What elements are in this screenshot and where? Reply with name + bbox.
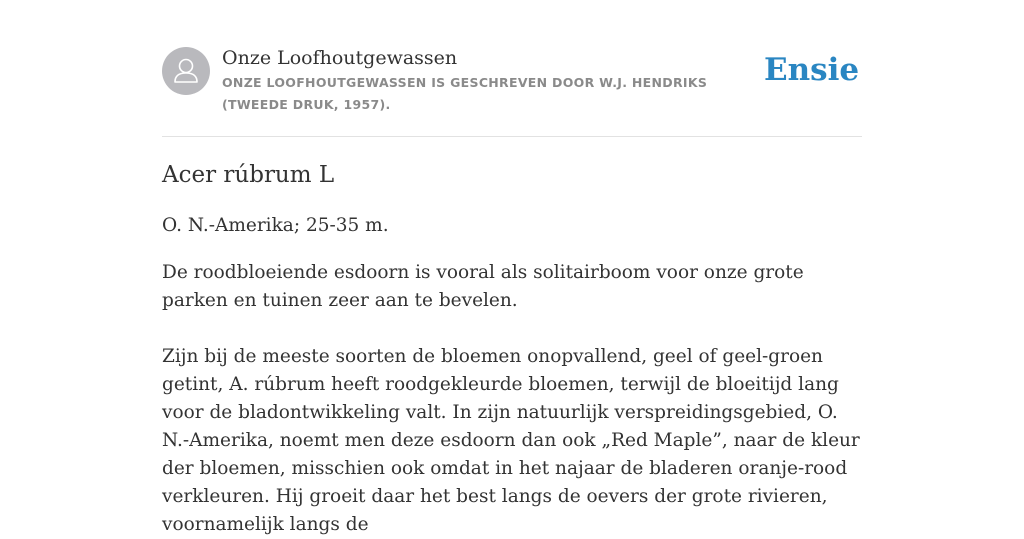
ensie-logo-link[interactable]: Ensie xyxy=(764,52,860,88)
publication-header xyxy=(162,0,862,137)
publication-title[interactable]: Onze Loofhoutgewassen xyxy=(222,47,458,69)
article-paragraph-origin: O. N.-Amerika; 25-35 m. xyxy=(162,215,389,236)
article-paragraph-body: Zijn bij de meeste soorten de bloemen onopvallend, geel of geel-groen getint, A. rúbrum heeft roodgekleurde bloemen, terwijl de bloeitijd lang voor de bladontwikkeling valt. In zijn natuurlijk verspreidingsgebied, O. N.-Amerika, noemt men deze esdoorn dan ook „Red Maple”, naar de kleur der bloemen, misschien ook omdat in het najaar de bladeren oranje-rood verkleuren. Hij groeit daar het best langs de oevers der grote rivieren, voornamelijk langs de xyxy=(162,346,860,535)
publication-description: ONZE LOOFHOUTGEWASSEN IS GESCHREVEN DOOR W.J. HENDRIKS (TWEEDE DRUK, 1957). xyxy=(222,75,708,112)
avatar[interactable] xyxy=(162,47,210,95)
user-placeholder-icon xyxy=(162,47,210,95)
article-paragraph-intro: De roodbloeiende esdoorn is vooral als solitairboom voor onze grote parken en tuinen zeer aan te bevelen. xyxy=(162,262,804,311)
page xyxy=(162,0,862,535)
article-title: Acer rúbrum L xyxy=(162,162,335,188)
